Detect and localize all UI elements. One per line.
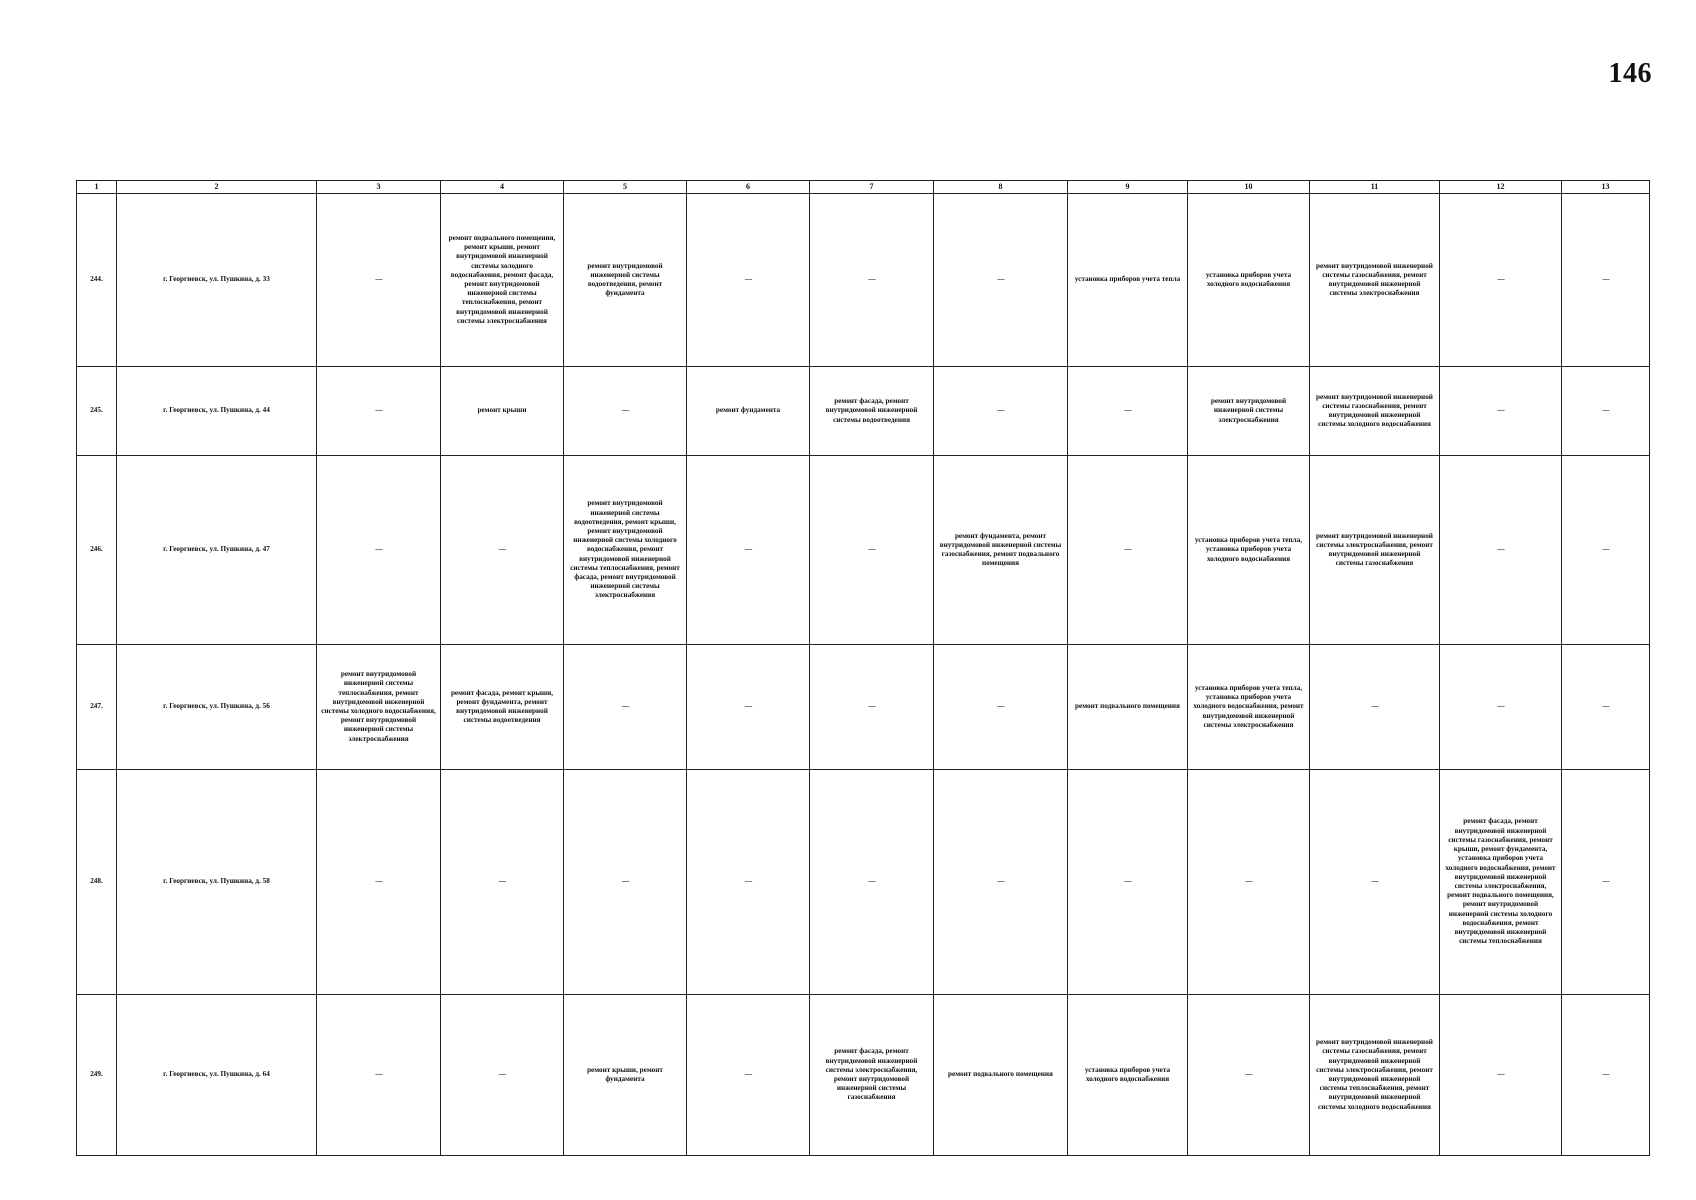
column-header: 1 (77, 181, 117, 194)
work-cell: установка приборов учета холодного водоснабжения (1068, 995, 1188, 1156)
work-cell: — (687, 770, 810, 995)
repair-schedule-table (76, 180, 1650, 1156)
page-number: 146 (1608, 58, 1652, 89)
work-cell: — (1440, 367, 1562, 456)
work-cell: ремонт крыши, ремонт фундамента (564, 995, 687, 1156)
work-cell: ремонт фасада, ремонт внутридомовой инженерной системы электроснабжения, ремонт внутридомовой инженерной системы газоснабжения (810, 995, 934, 1156)
work-cell: — (1440, 995, 1562, 1156)
row-number: 244. (77, 194, 117, 367)
row-number: 245. (77, 367, 117, 456)
work-cell: — (934, 194, 1068, 367)
work-cell: — (1562, 456, 1650, 645)
row-number: 248. (77, 770, 117, 995)
work-cell: — (934, 645, 1068, 770)
work-cell: — (317, 456, 441, 645)
work-cell: — (1068, 367, 1188, 456)
work-cell: — (1562, 995, 1650, 1156)
work-cell: ремонт внутридомовой инженерной системы электроснабжения, ремонт внутридомовой инженерной системы газоснабжения (1310, 456, 1440, 645)
work-cell: — (564, 770, 687, 995)
row-number: 247. (77, 645, 117, 770)
address-cell: г. Георгиевск, ул. Пушкина, д. 47 (117, 456, 317, 645)
column-header: 3 (317, 181, 441, 194)
work-cell: — (810, 645, 934, 770)
work-cell: — (1310, 770, 1440, 995)
work-cell: — (810, 456, 934, 645)
work-cell: ремонт внутридомовой инженерной системы газоснабжения, ремонт внутридомовой инженерной системы электроснабжения (1310, 194, 1440, 367)
work-cell: — (1310, 645, 1440, 770)
work-cell: — (317, 194, 441, 367)
column-header: 9 (1068, 181, 1188, 194)
work-cell: — (934, 367, 1068, 456)
work-cell: — (687, 456, 810, 645)
column-header: 12 (1440, 181, 1562, 194)
work-cell: — (1562, 645, 1650, 770)
work-cell: ремонт фасада, ремонт крыши, ремонт фундамента, ремонт внутридомовой инженерной системы водоотведения (441, 645, 564, 770)
work-cell: — (1440, 456, 1562, 645)
work-cell: — (441, 770, 564, 995)
work-cell: ремонт фундамента, ремонт внутридомовой инженерной системы газоснабжения, ремонт подвального помещения (934, 456, 1068, 645)
table-row (77, 367, 1650, 456)
address-cell: г. Георгиевск, ул. Пушкина, д. 58 (117, 770, 317, 995)
work-cell: — (317, 995, 441, 1156)
work-cell: ремонт фасада, ремонт внутридомовой инженерной системы водоотведения (810, 367, 934, 456)
address-cell: г. Георгиевск, ул. Пушкина, д. 56 (117, 645, 317, 770)
work-cell: — (564, 645, 687, 770)
work-cell: ремонт внутридомовой инженерной системы газоснабжения, ремонт внутридомовой инженерной системы электроснабжения, ремонт внутридомовой инженерной системы теплоснабжения, ремонт внутридомовой инженерной системы холодного водоснабжения (1310, 995, 1440, 1156)
work-cell: установка приборов учета холодного водоснабжения (1188, 194, 1310, 367)
work-cell: — (317, 770, 441, 995)
work-cell: ремонт фасада, ремонт внутридомовой инженерной системы газоснабжения, ремонт крыши, ремонт фундамента, установка приборов учета холодного водоснабжения, ремонт внутридомовой инженерной системы электроснабжения, ремонт подвального помещения, ремонт внутридомовой инженерной системы холодного водоснабжения, ремонт внутридомовой инженерной системы теплоснабжения (1440, 770, 1562, 995)
work-cell: ремонт внутридомовой инженерной системы теплоснабжения, ремонт внутридомовой инженерной системы холодного водоснабжения, ремонт внутридомовой инженерной системы электроснабжения (317, 645, 441, 770)
work-cell: — (1440, 194, 1562, 367)
work-cell: — (317, 367, 441, 456)
work-cell: — (687, 194, 810, 367)
column-header: 5 (564, 181, 687, 194)
work-cell: — (1068, 770, 1188, 995)
column-header: 4 (441, 181, 564, 194)
work-cell: — (687, 645, 810, 770)
work-cell: — (564, 367, 687, 456)
table-row (77, 645, 1650, 770)
address-cell: г. Георгиевск, ул. Пушкина, д. 44 (117, 367, 317, 456)
work-cell: — (810, 770, 934, 995)
table-row (77, 194, 1650, 367)
work-cell: установка приборов учета тепла, установка приборов учета холодного водоснабжения, ремонт внутридомовой инженерной системы электроснабжения (1188, 645, 1310, 770)
column-header: 6 (687, 181, 810, 194)
address-cell: г. Георгиевск, ул. Пушкина, д. 33 (117, 194, 317, 367)
work-cell: — (1440, 645, 1562, 770)
column-header: 10 (1188, 181, 1310, 194)
work-cell: ремонт внутридомовой инженерной системы газоснабжения, ремонт внутридомовой инженерной системы холодного водоснабжения (1310, 367, 1440, 456)
work-cell: — (1068, 456, 1188, 645)
work-cell: ремонт подвального помещения, ремонт крыши, ремонт внутридомовой инженерной системы холодного водоснабжения, ремонт фасада, ремонт внутридомовой инженерной системы теплоснабжения, ремонт внутридомовой инженерной системы электроснабжения (441, 194, 564, 367)
work-cell: — (441, 456, 564, 645)
table-row (77, 456, 1650, 645)
work-cell: — (687, 995, 810, 1156)
work-cell: — (1562, 770, 1650, 995)
work-cell: установка приборов учета тепла (1068, 194, 1188, 367)
work-cell: — (810, 194, 934, 367)
column-header: 8 (934, 181, 1068, 194)
work-cell: ремонт подвального помещения (1068, 645, 1188, 770)
row-number: 246. (77, 456, 117, 645)
column-header: 7 (810, 181, 934, 194)
column-header: 11 (1310, 181, 1440, 194)
table-row (77, 770, 1650, 995)
work-cell: ремонт подвального помещения (934, 995, 1068, 1156)
work-cell: ремонт внутридомовой инженерной системы электроснабжения (1188, 367, 1310, 456)
work-cell: — (1562, 194, 1650, 367)
work-cell: ремонт фундамента (687, 367, 810, 456)
row-number: 249. (77, 995, 117, 1156)
work-cell: — (934, 770, 1068, 995)
column-header: 13 (1562, 181, 1650, 194)
address-cell: г. Георгиевск, ул. Пушкина, д. 64 (117, 995, 317, 1156)
work-cell: — (1562, 367, 1650, 456)
column-header: 2 (117, 181, 317, 194)
column-number-row (77, 181, 1650, 194)
work-cell: — (441, 995, 564, 1156)
work-cell: ремонт внутридомовой инженерной системы водоотведения, ремонт крыши, ремонт внутридомовой инженерной системы холодного водоснабжения, ремонт внутридомовой инженерной системы теплоснабжения, ремонт фасада, ремонт внутридомовой инженерной системы электроснабжения (564, 456, 687, 645)
work-cell: — (1188, 770, 1310, 995)
work-cell: установка приборов учета тепла, установка приборов учета холодного водоснабжения (1188, 456, 1310, 645)
table-row (77, 995, 1650, 1156)
work-cell: — (1188, 995, 1310, 1156)
work-cell: ремонт внутридомовой инженерной системы водоотведения, ремонт фундамента (564, 194, 687, 367)
work-cell: ремонт крыши (441, 367, 564, 456)
